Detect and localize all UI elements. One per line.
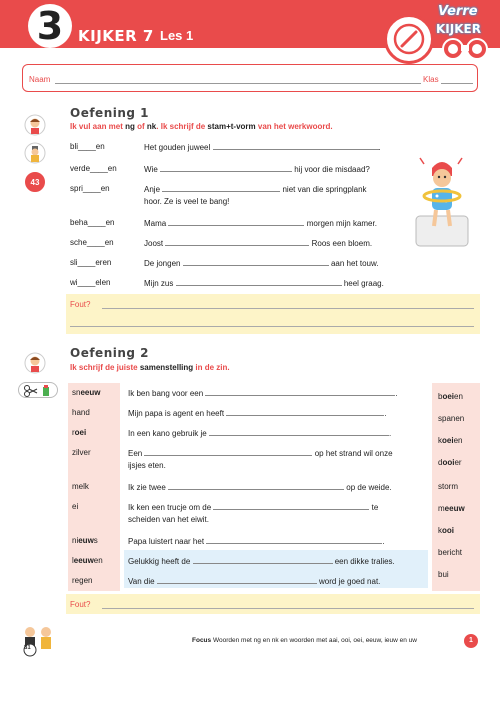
left-word: roei <box>72 428 87 437</box>
sentence: In een kano gebruik je . <box>128 429 392 438</box>
exercise-2-title: Oefening 2 <box>70 346 150 360</box>
right-word: koeien <box>438 436 463 445</box>
klas-label: Klas <box>423 75 439 84</box>
girl-diving-illustration <box>410 146 474 250</box>
left-word: hand <box>72 408 90 417</box>
mascot-badge: 81 <box>24 645 31 651</box>
right-word: meeuw <box>438 504 465 513</box>
sentence: Mijn papa is agent en heeft . <box>128 409 387 418</box>
right-word: bericht <box>438 548 463 557</box>
left-word: nieuws <box>72 536 98 545</box>
fout-label: Fout? <box>70 600 91 609</box>
naam-label: Naam <box>29 75 51 84</box>
footer-focus: Focus Woorden met ng en nk en woorden met aai, ooi, oei, eeuw, ieuw en uw <box>192 637 418 644</box>
sentence: Papa luistert naar het . <box>128 537 385 546</box>
right-word: storm <box>438 482 458 491</box>
lesson-label: Les 1 <box>160 28 194 43</box>
sentence: Ik ken een trucje om de te scheiden van het eiwit. <box>128 503 379 524</box>
left-word: leeuwen <box>72 556 103 565</box>
fout-line[interactable] <box>102 608 474 609</box>
lesson-number: 3 <box>28 4 72 48</box>
left-word: regen <box>72 576 93 585</box>
name-box <box>22 64 478 92</box>
exercise-2-instruction: Ik schrijf de juiste samenstelling in de zin. <box>70 363 230 372</box>
right-word: bui <box>438 570 449 579</box>
pencil-icon <box>384 14 434 64</box>
logo-text-verre: Verre <box>438 4 478 19</box>
kijker-title: KIJKER 7 <box>78 27 154 45</box>
verrekijker-logo <box>434 4 496 62</box>
naam-line[interactable] <box>55 83 421 84</box>
right-word: boeien <box>438 392 463 401</box>
mascots-footer-icon <box>18 622 58 658</box>
left-word: ei <box>72 502 79 511</box>
fout-line[interactable] <box>70 326 474 327</box>
sentence: Ik zie twee op de weide. <box>128 483 392 492</box>
page-number: 1 <box>464 634 478 648</box>
left-word: melk <box>72 482 89 491</box>
logo-text-kijker: KIJKER <box>436 22 481 36</box>
character-icon <box>24 142 44 162</box>
sentence: Een op het strand wil onze ijsjes eten. <box>128 449 393 470</box>
exercise-1-fout-box <box>66 294 480 334</box>
boy-mascot-icon <box>24 114 44 134</box>
left-word: sneeuw <box>72 388 101 397</box>
right-word: dooier <box>438 458 462 467</box>
fout-label: Fout? <box>70 300 91 309</box>
fout-line[interactable] <box>102 308 474 309</box>
page-ref-badge: 43 <box>25 172 45 192</box>
scissors-glue-icon <box>18 382 58 398</box>
sentence: Gelukkig heeft de een dikke tralies. <box>128 557 395 566</box>
right-word: spanen <box>438 414 465 423</box>
exercise-2-fout-box <box>66 594 480 614</box>
page-header <box>0 0 500 48</box>
sentence: Ik ben bang voor een . <box>128 389 398 398</box>
boy-mascot-icon <box>24 352 44 372</box>
exercise-1-instruction: Ik vul aan met ng of nk. Ik schrijf de stam+t-vorm van het werkwoord. <box>70 122 333 131</box>
exercise-1-title: Oefening 1 <box>70 106 150 120</box>
left-word: zilver <box>72 448 91 457</box>
binoculars-icon <box>442 38 488 60</box>
right-word: kooi <box>438 526 454 535</box>
klas-line[interactable] <box>441 83 473 84</box>
sentence: Van die word je goed nat. <box>128 577 381 586</box>
